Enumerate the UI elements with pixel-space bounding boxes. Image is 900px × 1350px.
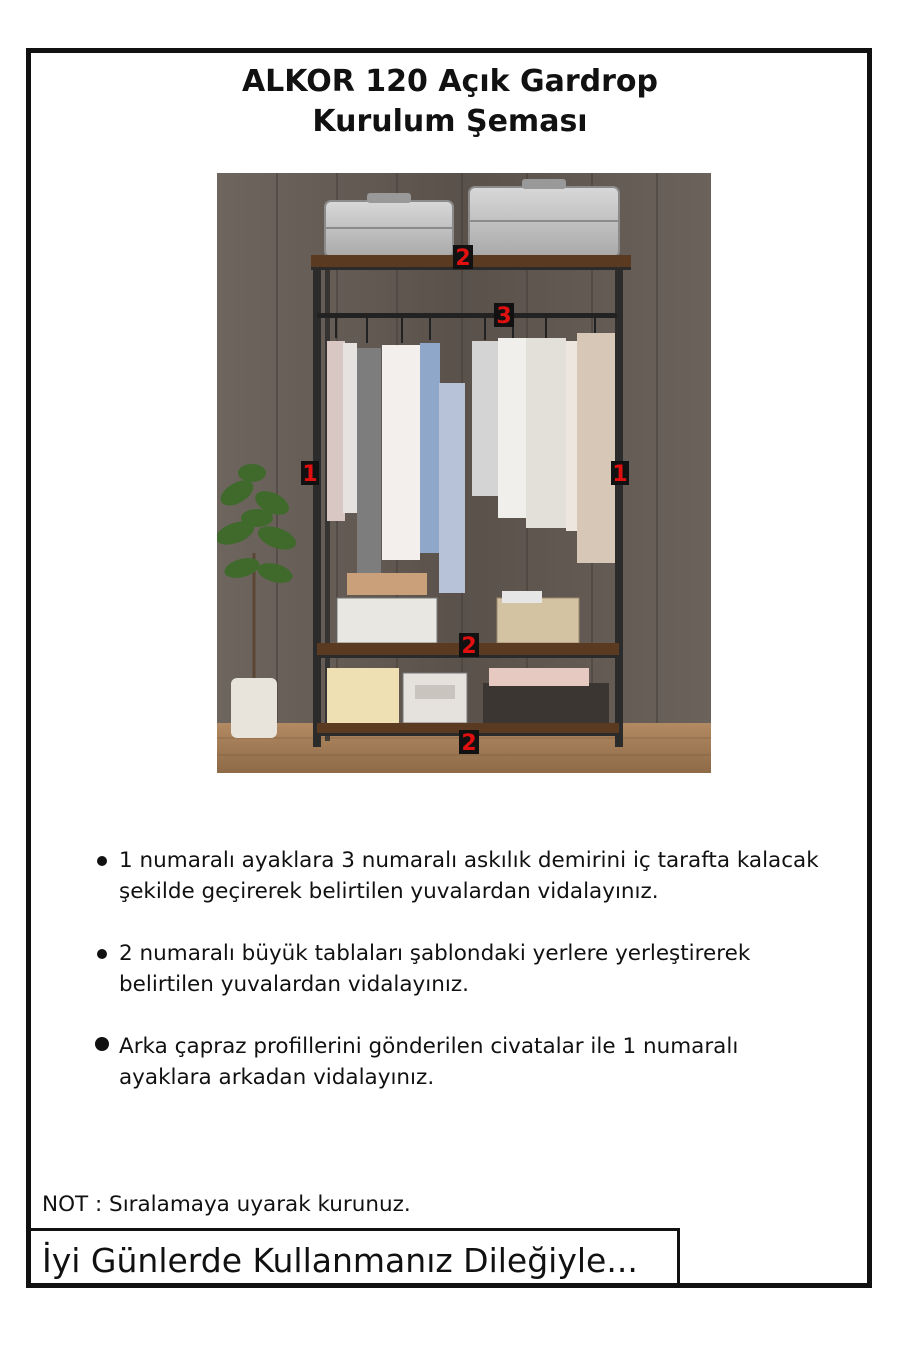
title-line-2: Kurulum Şeması xyxy=(312,104,588,139)
instruction-item xyxy=(95,845,825,907)
instruction-list xyxy=(95,845,825,1124)
instruction-item xyxy=(95,938,825,1000)
svg-text:2: 2 xyxy=(455,246,471,271)
wardrobe-assembly-photo xyxy=(217,173,711,773)
marker-3-hanging-rail xyxy=(494,303,514,329)
title-line-1: ALKOR 120 Açık Gardrop xyxy=(241,64,659,99)
svg-text:1: 1 xyxy=(612,462,628,487)
marker-2-bottom-shelf xyxy=(459,730,479,756)
assembly-note: NOT : Sıralamaya uyarak kurunuz. xyxy=(42,1192,411,1217)
page-title xyxy=(0,62,900,142)
instruction-text: 2 numaralı büyük tablaları şablondaki yerlere yerleştirerek belirtilen yuvalardan vidalayınız. xyxy=(119,941,751,997)
bullet-icon xyxy=(95,1037,109,1051)
marker-2-top-shelf xyxy=(453,245,473,271)
marker-2-middle-shelf xyxy=(459,633,479,659)
svg-text:2: 2 xyxy=(461,731,477,756)
instruction-text: 1 numaralı ayaklara 3 numaralı askılık demirini iç tarafta kalacak şekilde geçirerek belirtilen yuvalardan vidalayınız. xyxy=(119,848,819,904)
marker-1-left-post xyxy=(301,461,319,487)
instruction-text: Arka çapraz profillerini gönderilen civatalar ile 1 numaralı ayaklara arkadan vidalayınız. xyxy=(119,1034,739,1090)
instruction-item xyxy=(95,1031,825,1093)
closing-message: İyi Günlerde Kullanmanız Dileğiyle... xyxy=(30,1228,680,1288)
svg-text:1: 1 xyxy=(302,462,318,487)
svg-text:2: 2 xyxy=(461,634,477,659)
marker-1-right-post xyxy=(611,461,629,487)
bullet-icon xyxy=(97,856,107,866)
svg-text:3: 3 xyxy=(496,304,512,329)
bullet-icon xyxy=(97,949,107,959)
